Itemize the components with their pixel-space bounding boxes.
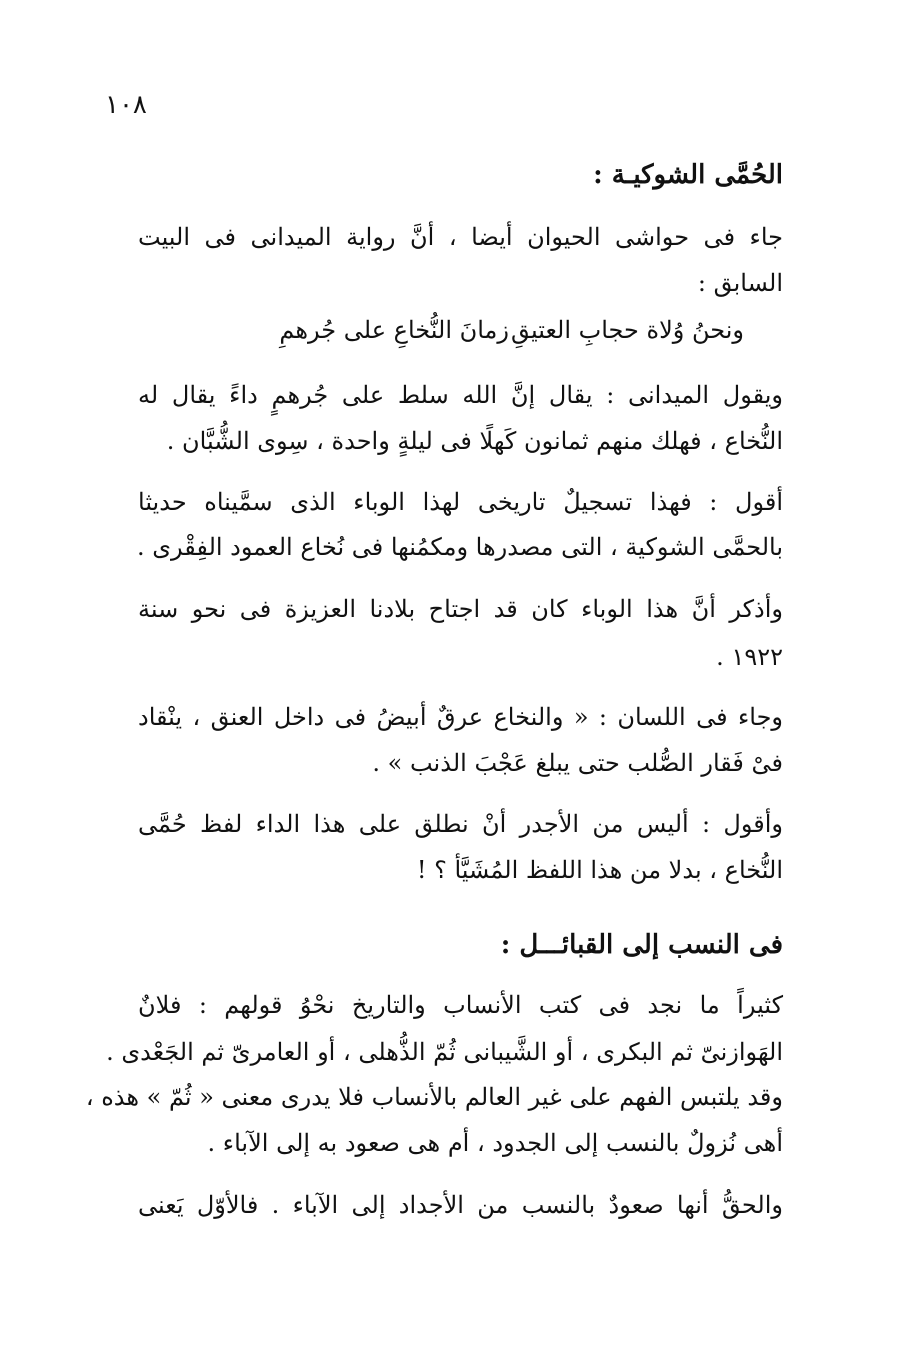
paragraph-line: الهَوازنىّ ثم البكرى ، أو الشَّيبانى ثُمّ الذُّهلى ، أو العامرىّ ثم الجَعْدى . xyxy=(106,1038,783,1066)
paragraph-line: السابق : xyxy=(697,269,783,297)
paragraph-line: بالحمَّى الشوكية ، التى مصدرها ومكمُنها فى نُخاع العمود الفِقْرى . xyxy=(137,533,783,561)
paragraph-line: أقول : فهذا تسجيلٌ تاريخى لهذا الوباء الذى سمَّيناه حديثا xyxy=(138,488,783,516)
section-heading-spinal-fever: الحُمَّى الشوكيـة : xyxy=(593,160,783,190)
page-number: ١٠٨ xyxy=(105,90,147,120)
paragraph-line: وأقول : أليس من الأجدر أنْ نطلق على هذا الداء لفظ حُمَّى xyxy=(138,810,783,838)
paragraph-line: جاء فى حواشى الحيوان أيضا ، أنَّ رواية الميدانى فى البيت xyxy=(138,223,783,251)
paragraph-line: النُّخاع ، فهلك منهم ثمانون كَهلًا فى ليلةٍ واحدة ، سِوى الشُّبَّان . xyxy=(166,427,783,455)
paragraph-line: وقد يلتبس الفهم على غير العالم بالأنساب فلا يدرى معنى « ثُمّ » هذه ، xyxy=(85,1083,783,1111)
paragraph-line: والحقُّ أنها صعودٌ بالنسب من الأجداد إلى الآباء . فالأوّل يَعنى xyxy=(138,1191,783,1219)
paragraph-line: ويقول الميدانى : يقال إنَّ الله سلط على جُرهمٍ داءً يقال له xyxy=(138,381,783,409)
paragraph-line: ١٩٢٢ . xyxy=(716,643,783,671)
verse-hemistich-left: زمانَ النُّخاعِ على جُرهمِ xyxy=(279,316,509,344)
paragraph-line: كثيراً ما نجد فى كتب الأنساب والتاريخ نحْوُ قولهم : فلانٌ xyxy=(138,991,783,1019)
paragraph-line: وجاء فى اللسان : « والنخاع عرقٌ أبيضُ فى داخل العنق ، ينْقاد xyxy=(138,703,783,731)
paragraph-line: فىْ فَقار الصُّلب حتى يبلغ عَجْبَ الذنب » . xyxy=(372,749,783,777)
paragraph-line: أهى نُزولٌ بالنسب إلى الجدود ، أم هى صعود به إلى الآباء . xyxy=(207,1129,783,1157)
paragraph-line: النُّخاع ، بدلا من هذا اللفظ المُشَيَّأ ؟ ! xyxy=(416,856,783,884)
paragraph-line: وأذكر أنَّ هذا الوباء كان قد اجتاح بلادنا العزيزة فى نحو سنة xyxy=(138,595,783,623)
section-heading-tribal-lineage: فى النسب إلى القبائـــل : xyxy=(500,930,783,960)
verse-hemistich-right: ونحنُ وُلاة حجابِ العتيقِ xyxy=(510,316,744,344)
